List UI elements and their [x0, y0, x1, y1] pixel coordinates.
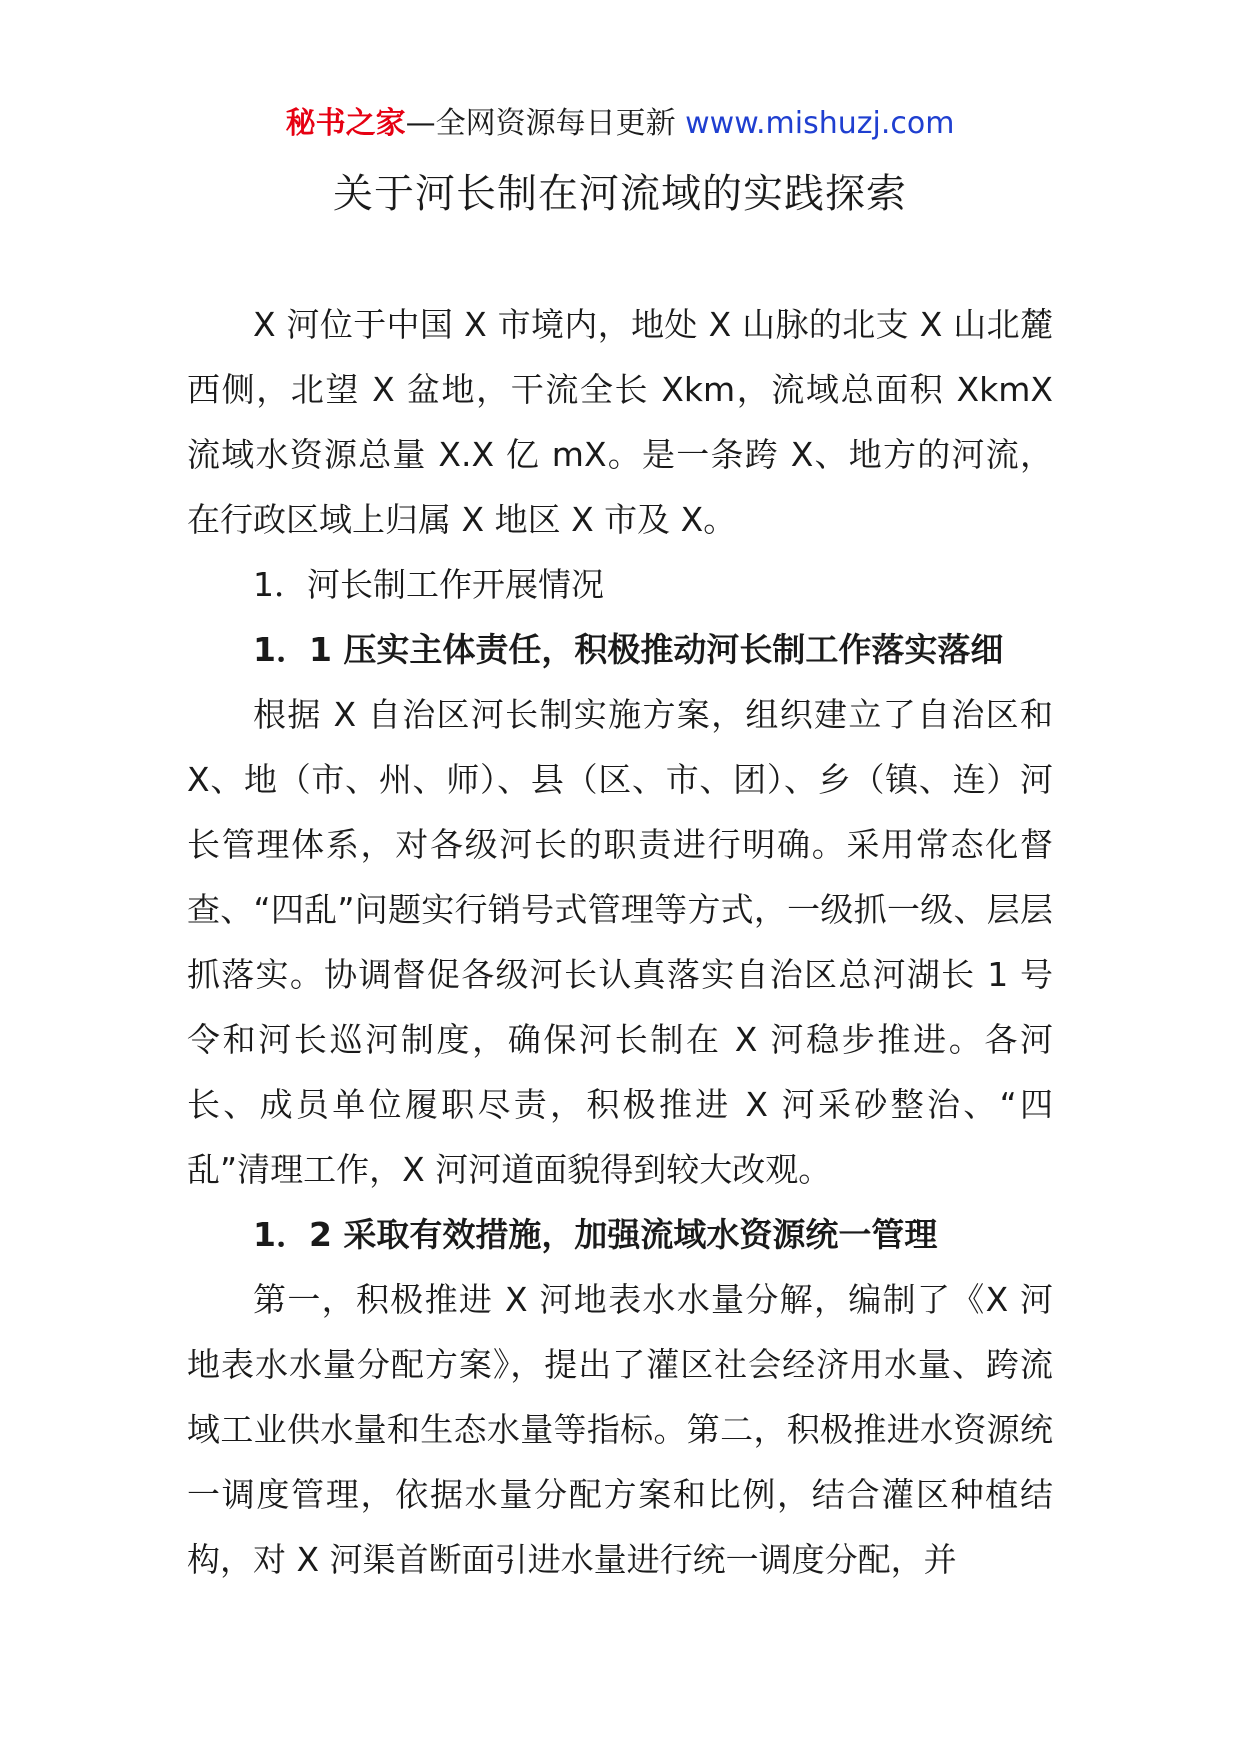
- banner-url-link[interactable]: www.mishuzj.com: [685, 106, 955, 141]
- section-heading-1: 1．河长制工作开展情况: [253, 565, 604, 604]
- banner-tagline: —全网资源每日更新: [405, 106, 686, 141]
- document-title: 关于河长制在河流域的实践探索: [333, 171, 907, 217]
- paragraph-section-1-1: 根据 X 自治区河长制实施方案，组织建立了自治区和X、地（市、州、师）、县（区、市、团）、乡（镇、连）河长管理体系，对各级河长的职责进行明确。采用常态化督查、“四乱”问题实行销号式管理等方式，一级抓一级、层层抓落实。协调督促各级河长认真落实自治区总河湖长 1 号令和河长巡河制度，确保河长制在 X 河稳步推进。各河长、成员单位履职尽责，积极推进 X 河采砂整治、“四乱”清理工作，X 河河道面貌得到较大改观。: [187, 695, 1053, 1189]
- paragraph-section-1-2: 第一，积极推进 X 河地表水水量分解，编制了《X 河地表水水量分配方案》，提出了灌区社会经济用水量、跨流域工业供水量和生态水量等指标。第二，积极推进水资源统一调度管理，依据水量分配方案和比例，结合灌区种植结构，对 X 河渠首断面引进水量进行统一调度分配，并: [187, 1280, 1053, 1579]
- banner-brand: 秘书之家: [285, 106, 406, 141]
- document-body: [187, 292, 1053, 1592]
- section-heading-1-1: 1．1 压实主体责任，积极推动河长制工作落实落细: [253, 630, 1004, 669]
- paragraph-intro: X 河位于中国 X 市境内，地处 X 山脉的北支 X 山北麓西侧，北望 X 盆地，干流全长 Xkm，流域总面积 XkmX 流域水资源总量 X.X 亿 mX。是一条跨 X、地方的河流，在行政区域上归属 X 地区 X 市及 X。: [187, 305, 1053, 539]
- section-heading-1-2: 1．2 采取有效措施，加强流域水资源统一管理: [253, 1215, 938, 1254]
- site-banner: [0, 104, 1240, 144]
